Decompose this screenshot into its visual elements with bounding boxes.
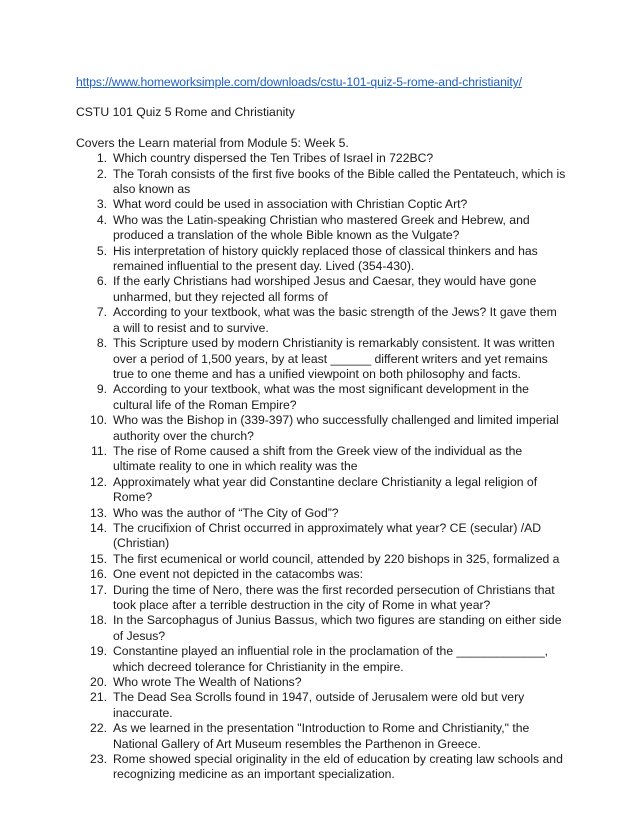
question-number: 3. — [96, 197, 107, 212]
question-number: 12. — [90, 474, 107, 489]
question-item — [76, 721, 566, 752]
question-list — [76, 151, 566, 783]
question-text: Who was the Latin-speaking Christian who mastered Greek and Hebrew, and produced a translation of the whole Bible known as the Vulgate? — [113, 212, 530, 243]
question-item — [76, 167, 566, 198]
question-number: 10. — [90, 413, 107, 428]
question-number: 14. — [90, 520, 107, 535]
question-item — [76, 521, 566, 552]
question-text: Who was the Bishop in (339-397) who successfully challenged and limited imperial authority over the church? — [113, 413, 559, 443]
question-text: Approximately what year did Constantine declare Christianity a legal religion of Rome? — [113, 474, 538, 505]
document-body — [76, 75, 566, 783]
question-number: 15. — [90, 551, 107, 566]
question-number: 19. — [90, 644, 107, 659]
question-number: 9. — [96, 382, 107, 397]
question-text: One event not depicted in the catacombs was: — [113, 567, 363, 582]
question-number: 20. — [90, 675, 107, 690]
question-number: 21. — [90, 690, 107, 705]
question-text: Rome showed special originality in the eld of education by creating law schools and recognizing medicine as an important specialization. — [113, 752, 563, 782]
question-text: This Scripture used by modern Christianity is remarkably consistent. It was written over a period of 1,500 years, by at least ______ different writers and yet remains true to one theme and has a unified viewpoint on both philosophy and facts. — [113, 336, 555, 381]
question-item — [76, 197, 566, 212]
question-text: During the time of Nero, there was the first recorded persecution of Christians that took place after a terrible destruction in the city of Rome in what year? — [113, 582, 555, 612]
question-item — [76, 644, 566, 675]
question-item — [76, 444, 566, 475]
question-text: Who wrote The Wealth of Nations? — [113, 675, 302, 690]
question-text: In the Sarcophagus of Junius Bassus, which two figures are standing on either side of Jesus? — [113, 613, 562, 643]
question-text: According to your textbook, what was the most significant development in the cultural life of the Roman Empire? — [113, 382, 529, 412]
document-title: CSTU 101 Quiz 5 Rome and Christianity — [76, 105, 295, 120]
question-item — [76, 690, 566, 721]
question-item — [76, 506, 566, 521]
intro-text: Covers the Learn material from Module 5: Week 5. — [76, 135, 349, 150]
question-number: 22. — [90, 721, 107, 736]
question-item — [76, 305, 566, 336]
question-text: What word could be used in association with Christian Coptic Art? — [113, 197, 468, 212]
question-text: If the early Christians had worshiped Jesus and Caesar, they would have gone unharmed, but they rejected all forms of — [113, 274, 537, 304]
question-number: 18. — [90, 613, 107, 628]
question-text: Which country dispersed the Ten Tribes of Israel in 722BC? — [113, 151, 434, 166]
question-text: The Torah consists of the first five books of the Bible called the Pentateuch, which is also known as — [113, 166, 566, 197]
question-text: According to your textbook, what was the basic strength of the Jews? It gave them a will to resist and to survive. — [113, 305, 557, 335]
question-item — [76, 413, 566, 444]
question-number: 11. — [90, 443, 107, 458]
question-number: 1. — [96, 151, 107, 166]
question-item — [76, 752, 566, 783]
question-text: His interpretation of history quickly replaced those of classical thinkers and has remained influential to the present day. Lived (354-430). — [113, 243, 538, 274]
question-number: 5. — [96, 243, 107, 258]
question-item — [76, 151, 566, 166]
question-number: 8. — [96, 336, 107, 351]
question-number: 7. — [96, 305, 107, 320]
question-number: 13. — [90, 505, 107, 520]
question-text: Constantine played an influential role in the proclamation of the _____________, which decreed tolerance for Christianity in the empire. — [113, 644, 549, 674]
question-item — [76, 336, 566, 382]
question-item — [76, 567, 566, 582]
question-number: 16. — [90, 567, 107, 582]
question-item — [76, 583, 566, 614]
question-item — [76, 552, 566, 567]
source-link[interactable]: https://www.homeworksimple.com/downloads/cstu-101-quiz-5-rome-and-christianity/ — [76, 75, 522, 89]
question-item — [76, 244, 566, 275]
question-number: 4. — [96, 212, 107, 227]
question-number: 17. — [90, 582, 107, 597]
question-number: 23. — [90, 752, 107, 767]
question-item — [76, 613, 566, 644]
question-item — [76, 213, 566, 244]
question-item — [76, 475, 566, 506]
question-text: The crucifixion of Christ occurred in approximately what year? CE (secular) /AD (Christian) — [113, 520, 542, 551]
question-text: The Dead Sea Scrolls found in 1947, outside of Jerusalem were old but very inaccurate. — [113, 690, 525, 720]
question-number: 2. — [96, 166, 107, 181]
question-number: 6. — [96, 274, 107, 289]
question-text: The first ecumenical or world council, attended by 220 bishops in 325, formalized a — [113, 551, 560, 566]
question-text: The rise of Rome caused a shift from the Greek view of the individual as the ultimate reality to one in which reality was the — [113, 443, 523, 474]
question-item — [76, 274, 566, 305]
question-item — [76, 382, 566, 413]
question-text: As we learned in the presentation "Introduction to Rome and Christianity," the National Gallery of Art Museum resembles the Parthenon in Greece. — [113, 721, 530, 751]
question-item — [76, 675, 566, 690]
question-text: Who was the author of “The City of God”? — [113, 505, 339, 520]
